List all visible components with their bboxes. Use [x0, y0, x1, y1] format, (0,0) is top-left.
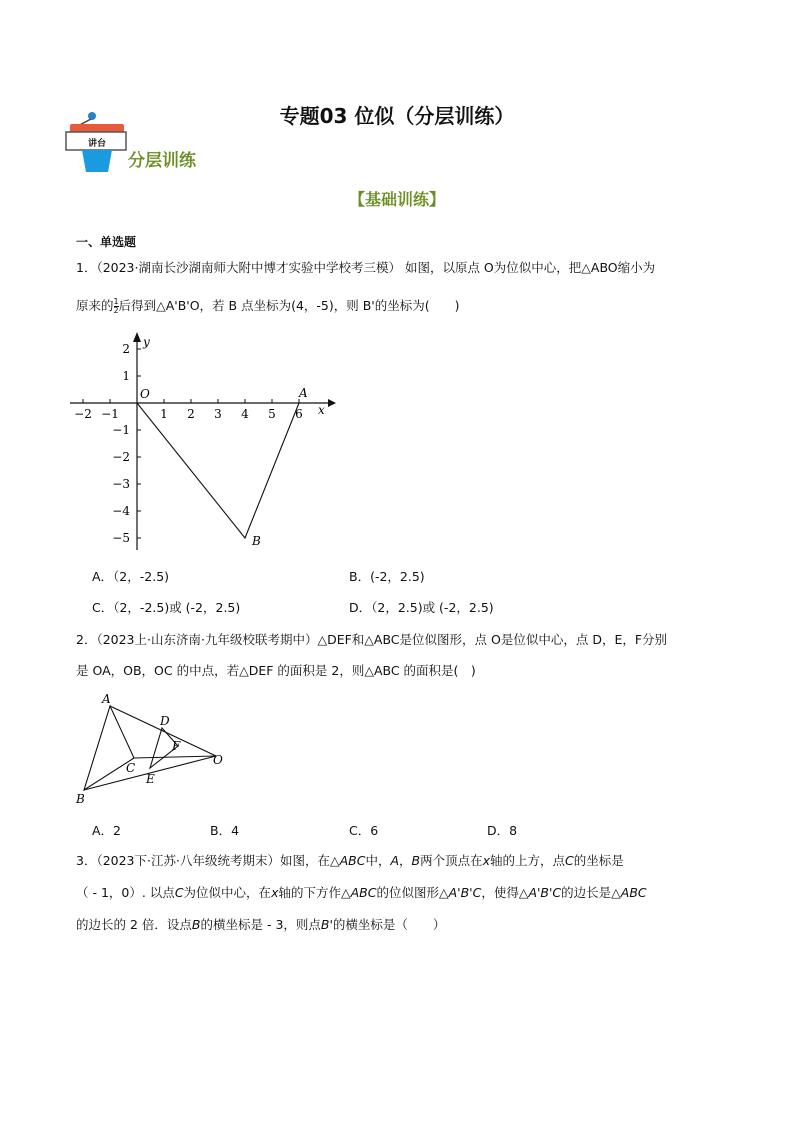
- q3-text: 轴的下方作△: [278, 885, 351, 900]
- q3-text: 轴的上方，点: [490, 853, 566, 868]
- q3-math: A'B'C: [528, 885, 562, 900]
- q3-text: 的边长的 2 倍．设点: [76, 917, 192, 932]
- x-axis-label: x: [318, 403, 325, 417]
- label-B: B: [76, 792, 85, 806]
- q1-option-b[interactable]: B．(-2，2.5): [349, 569, 425, 584]
- origin-label: O: [140, 387, 150, 401]
- q3-stem-line3: [76, 915, 726, 935]
- triangle-ABC: [84, 706, 134, 790]
- y-tick-label: −5: [112, 531, 130, 545]
- x-tick-label: 5: [268, 407, 276, 421]
- q3-math: C: [174, 885, 184, 900]
- q3-math: x: [482, 853, 491, 868]
- y-tick-label: −4: [112, 504, 130, 518]
- label-C: C: [126, 761, 136, 775]
- q1-stem-text-a: 原来的: [76, 298, 114, 313]
- q2-stem-line2: 是 OA，OB，OC 的中点，若△DEF 的面积是 2，则△ABC 的面积是( ): [76, 663, 476, 678]
- x-tick-label: 3: [214, 407, 222, 421]
- x-tick-label: 2: [187, 407, 195, 421]
- q3-text: 3．（2023下·江苏·八年级统考期末）如图，在△: [76, 853, 340, 868]
- q3-text: 的边长是△: [561, 885, 621, 900]
- q3-math: B: [411, 853, 421, 868]
- y-tick-label: 1: [122, 369, 130, 383]
- q2-homothety-figure: [70, 690, 240, 810]
- q3-math: ABC: [350, 885, 377, 900]
- q3-math: B': [320, 917, 333, 932]
- q2-option-b[interactable]: B．4: [210, 823, 240, 838]
- q3-math: ABC: [620, 885, 647, 900]
- y-tick-label: −2: [112, 450, 130, 464]
- q3-text: 的横坐标是（ ）: [332, 917, 446, 932]
- q3-math: x: [271, 885, 279, 900]
- q3-text: 的横坐标是 - 3，则点: [200, 917, 321, 932]
- q3-text: 为位似中心，在: [183, 885, 272, 900]
- q3-text: ，使得△: [481, 885, 529, 900]
- fraction-denominator: 2: [113, 306, 119, 315]
- lectern-logo: [64, 110, 130, 174]
- y-axis-arrow-icon: [133, 332, 141, 342]
- q3-stem-line1: [76, 851, 726, 871]
- q1-stem-line1: 1．（2023·湖南长沙湖南师大附中博才实验中学校考三模） 如图，以原点 O为位似中心，把△ABO缩小为: [76, 260, 656, 275]
- page-title: 专题03 位似（分层训练）: [279, 104, 515, 128]
- subsection-heading: 【基础训练】: [348, 190, 445, 209]
- q3-text: 中，: [365, 853, 391, 868]
- q3-text: （ - 1，0）. 以点: [76, 885, 175, 900]
- label-F: F: [172, 739, 181, 753]
- q1-option-a[interactable]: A．（2，-2.5): [92, 569, 170, 584]
- point-B-label: B: [252, 534, 261, 548]
- fraction-numerator: 1: [113, 297, 119, 306]
- x-tick-label: 6: [295, 407, 303, 421]
- q3-text: 两个顶点在: [420, 853, 483, 868]
- label-D: D: [160, 714, 170, 728]
- y-tick-label: 2: [122, 342, 130, 356]
- q3-text: ，: [399, 853, 412, 868]
- label-O: O: [213, 753, 223, 767]
- q1-option-c[interactable]: C．（2，-2.5)或 (-2，2.5): [92, 600, 241, 615]
- q3-math: A: [390, 853, 400, 868]
- q3-math: B: [191, 917, 201, 932]
- x-tick-label: 1: [160, 407, 168, 421]
- q2-option-a[interactable]: A．2: [92, 823, 122, 838]
- q3-math: ABC: [339, 853, 366, 868]
- point-A-label: A: [299, 386, 308, 400]
- label-E: E: [146, 772, 155, 786]
- triangle-ABO: [137, 403, 299, 538]
- q3-text: 的坐标是: [573, 853, 624, 868]
- q1-stem-line2: [76, 296, 736, 316]
- x-axis-arrow-icon: [328, 399, 336, 407]
- q1-coordinate-figure: [66, 330, 336, 556]
- q2-option-d[interactable]: D．8: [487, 823, 518, 838]
- y-axis-label: y: [143, 335, 150, 349]
- q2-stem-line1: 2．（2023上·山东济南·九年级校联考期中）△DEF和△ABC是位似图形，点 O是位似中心，点 D，E，F分别: [76, 632, 668, 647]
- q1-option-d[interactable]: D．（2，2.5)或 (-2，2.5): [349, 600, 494, 615]
- q1-stem-text-b: 后得到△A'B'O，若 B 点坐标为(4，-5)，则 B'的坐标为( ): [118, 298, 460, 313]
- y-tick-label: −1: [112, 423, 130, 437]
- x-tick-label: 4: [241, 407, 249, 421]
- label-A: A: [102, 692, 111, 706]
- x-tick-label: −1: [101, 407, 119, 421]
- q3-text: 的位似图形△: [376, 885, 449, 900]
- q2-option-c[interactable]: C．6: [349, 823, 379, 838]
- q3-stem-line2: [76, 883, 726, 903]
- x-tick-label: −2: [74, 407, 92, 421]
- q3-math: C: [565, 853, 574, 868]
- part-heading: 一、单选题: [76, 235, 137, 249]
- section-heading: 分层训练: [128, 151, 196, 171]
- q3-math: A'B'C: [448, 885, 482, 900]
- logo-text: 讲台: [87, 139, 106, 149]
- y-tick-label: −3: [112, 477, 130, 491]
